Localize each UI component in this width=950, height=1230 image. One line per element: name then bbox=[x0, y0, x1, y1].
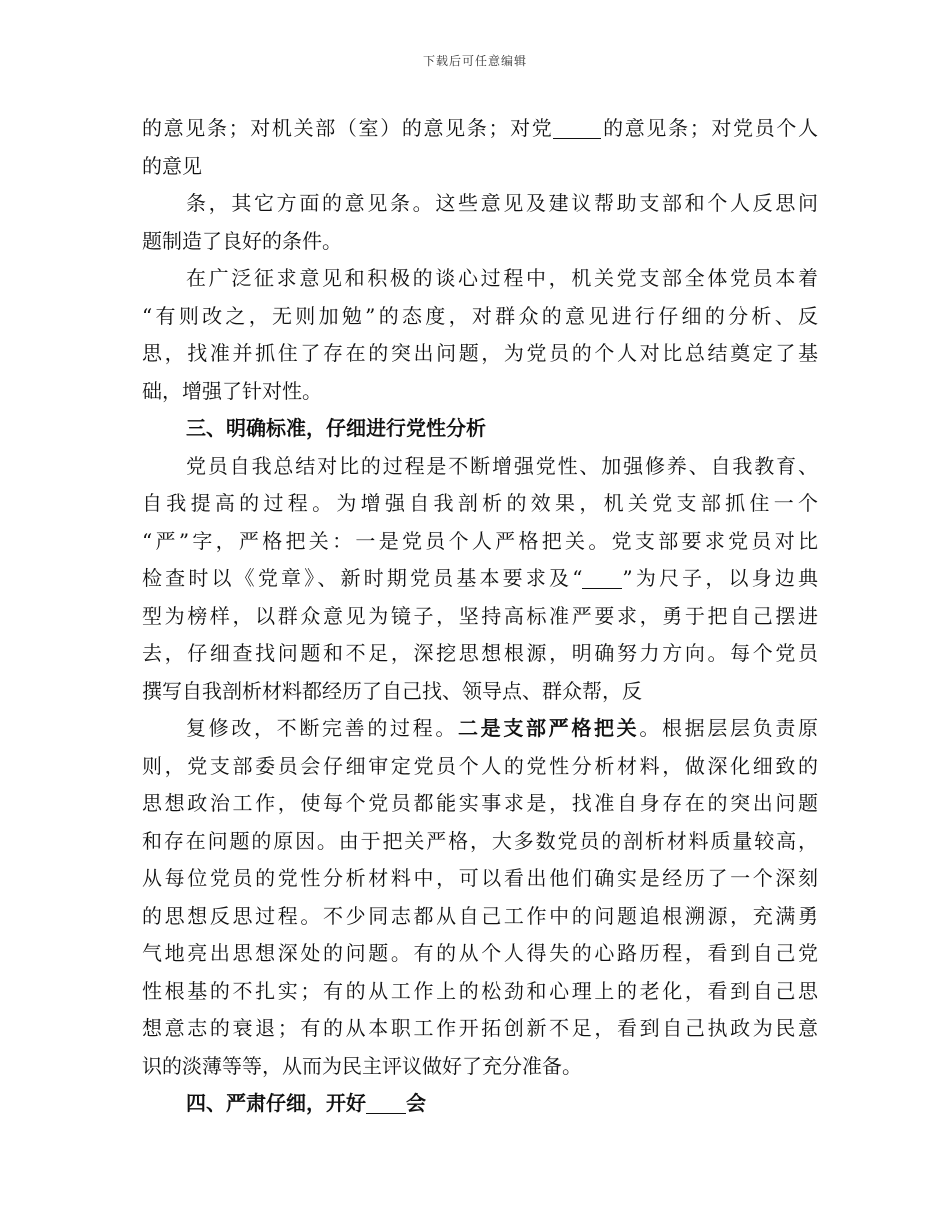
paragraph-line: 础，增强了针对性。 bbox=[142, 378, 322, 403]
paragraph-line: 党员自我总结对比的过程是不断增强党性、加强修养、自我教育、 bbox=[186, 453, 818, 478]
fill-in-blank bbox=[366, 1093, 406, 1114]
paragraph-line: 自我提高的过程。为增强自我剖析的效果，机关党支部抓住一个 bbox=[142, 491, 818, 515]
bold-text-run: 二是支部严格把关 bbox=[458, 716, 640, 740]
fill-in-blank bbox=[553, 118, 601, 139]
section-heading bbox=[142, 1085, 818, 1123]
paragraph-line: 性根基的不扎实；有的从工作上的松劲和心理上的老化，看到自己思 bbox=[142, 978, 818, 1003]
text-run: 四、严肃仔细，开好 bbox=[186, 1091, 366, 1115]
paragraph-line: “严”字，严格把关：一是党员个人严格把关。党支部要求党员对比 bbox=[142, 528, 818, 553]
paragraph-line: 思想政治工作，使每个党员都能实事求是，找准自身存在的突出问题 bbox=[142, 791, 818, 815]
paragraph-line: 想意志的衰退；有的从本职工作开拓创新不足，看到自己执政为民意 bbox=[142, 1016, 818, 1040]
paragraph-line bbox=[142, 710, 818, 748]
paragraph-line: 气地亮出思想深处的问题。有的从个人得失的心路历程，看到自己党 bbox=[142, 941, 818, 965]
text-run: 检查时以《党章》、新时期党员基本要求及“ bbox=[142, 566, 583, 590]
fill-in-blank bbox=[582, 568, 622, 589]
text-run: ”为尺子，以身边典 bbox=[622, 566, 818, 590]
paragraph-line: 思，找准并抓住了存在的突出问题，为党员的个人对比总结奠定了基 bbox=[142, 341, 818, 365]
paragraph-line bbox=[142, 110, 818, 148]
paragraph-line: 从每位党员的党性分析材料中，可以看出他们确实是经历了一个深刻 bbox=[142, 866, 818, 890]
paragraph-line: 题制造了良好的条件。 bbox=[142, 228, 342, 253]
paragraph-line: 则，党支部委员会仔细审定党员个人的党性分析材料，做深化细致的 bbox=[142, 753, 818, 778]
paragraph-line: 去，仔细查找问题和不足，深挖思想根源，明确努力方向。每个党员 bbox=[142, 641, 818, 665]
section-heading: 三、明确标准，仔细进行党性分析 bbox=[186, 416, 486, 440]
text-run: 的意见条；对机关部（室）的意见条；对党 bbox=[142, 116, 554, 140]
text-run: 的意见条；对党员个人 bbox=[601, 116, 819, 140]
paragraph-line: 型为榜样，以群众意见为镜子，坚持高标准严要求，勇于把自己摆进 bbox=[142, 603, 818, 628]
text-run: 复修改，不断完善的过程。 bbox=[186, 716, 458, 740]
paragraph-line: 识的淡薄等等，从而为民主评议做好了充分准备。 bbox=[142, 1053, 582, 1078]
text-run: 会 bbox=[406, 1091, 426, 1115]
paragraph-line: 在广泛征求意见和积极的谈心过程中，机关党支部全体党员本着 bbox=[186, 266, 818, 290]
page-header-note: 下载后可任意编辑 bbox=[422, 54, 527, 68]
paragraph-line: 的思想反思过程。不少同志都从自己工作中的问题追根溯源，充满勇 bbox=[142, 903, 818, 928]
paragraph-line bbox=[142, 560, 818, 598]
paragraph-line: “有则改之，无则加勉”的态度，对群众的意见进行仔细的分析、反 bbox=[142, 303, 818, 328]
paragraph-line: 的意见 bbox=[142, 153, 202, 178]
paragraph-line: 撰写自我剖析材料都经历了自己找、领导点、群众帮，反 bbox=[142, 678, 642, 703]
paragraph-line: 和存在问题的原因。由于把关严格，大多数党员的剖析材料质量较高， bbox=[142, 828, 818, 853]
text-run: 。根据层层负责原 bbox=[639, 716, 819, 740]
paragraph-line: 条，其它方面的意见条。这些意见及建议帮助支部和个人反思问 bbox=[186, 191, 818, 215]
document-body bbox=[142, 110, 818, 1123]
